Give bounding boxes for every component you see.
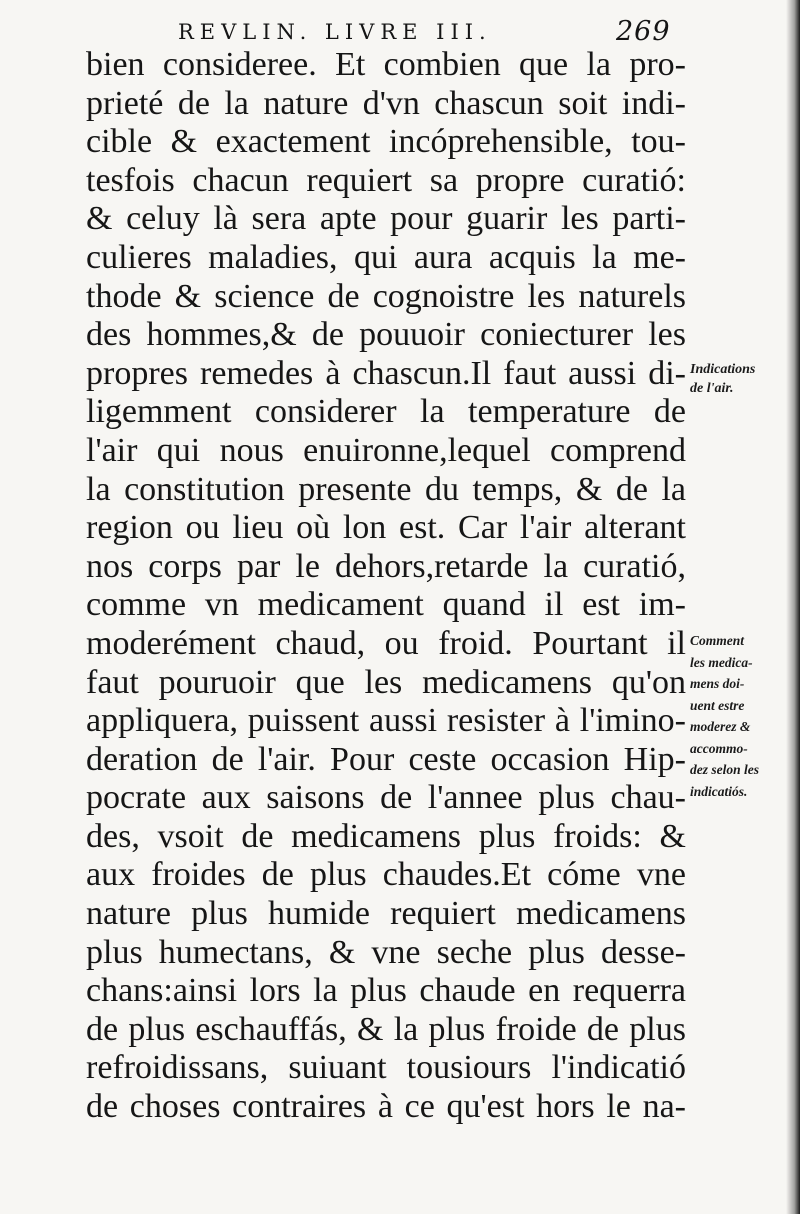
margin-note-line: Indications — [690, 362, 756, 377]
margin-note-indications — [690, 360, 755, 398]
text-line: thode & science de cognoistre les naturels — [86, 277, 686, 315]
text-line: refroidissans, suiuant tousiours l'indicatió — [86, 1049, 686, 1087]
text-line: bien consideree. Et combien que la pro- — [86, 46, 686, 83]
text-line: des hommes,& de pouuoir coniecturer les — [86, 316, 686, 354]
text-line: nos corps par le dehors,retarde la curatió, — [86, 547, 686, 585]
text-line: culieres maladies, qui aura acquis la me- — [86, 238, 686, 276]
text-line: & celuy là sera apte pour guarir les parti- — [86, 200, 686, 238]
text-line: des, vsoit de medicamens plus froids: & — [86, 817, 686, 855]
text-line: cible & exactement incóprehensible, tou- — [86, 123, 686, 161]
margin-note-line: les medica- — [690, 654, 753, 670]
text-line: l'air qui nous enuironne,lequel comprend — [86, 431, 686, 469]
text-line: prieté de la nature d'vn chascun soit indi- — [86, 84, 686, 122]
margin-note-line: accommo- — [690, 740, 748, 756]
page-edge-shadow — [786, 0, 800, 1214]
page-number: 269 — [616, 16, 671, 47]
text-line: tesfois chacun requiert sa propre curatió: — [86, 161, 686, 199]
text-line: nature plus humide requiert medicamens — [86, 895, 686, 933]
text-line: moderément chaud, ou froid. Pourtant il — [86, 624, 686, 662]
text-line: chans:ainsi lors la plus chaude en requerra — [86, 972, 686, 1010]
running-head: REVLIN. LIVRE III. — [178, 20, 492, 44]
text-line: propres remedes à chascun.Il faut aussi di- — [86, 354, 686, 392]
margin-note-line: de l'air. — [690, 381, 734, 396]
text-line: comme vn medicament quand il est im- — [86, 586, 686, 624]
text-line: ligemment considerer la temperature de — [86, 393, 686, 431]
page-header — [0, 14, 800, 50]
text-line: la constitution presente du temps, & de la — [86, 470, 686, 508]
text-line: plus humectans, & vne seche plus desse- — [86, 933, 686, 971]
margin-note-line: moderez & — [690, 719, 751, 734]
text-line: aux froides de plus chaudes.Et cóme vne — [86, 856, 686, 894]
text-line: appliquera, puissent aussi resister à l'imino- — [86, 702, 686, 740]
text-line: region ou lieu où lon est. Car l'air alterant — [86, 509, 686, 547]
text-line: faut pouruoir que les medicamens qu'on — [86, 663, 686, 701]
margin-note-line: indicatiós. — [690, 783, 748, 799]
margin-note-line: dez selon les — [690, 762, 759, 777]
text-line: de plus eschauffás, & la plus froide de plus — [86, 1010, 686, 1048]
body-text — [86, 46, 686, 1127]
text-line: deration de l'air. Pour ceste occasion Hip- — [86, 740, 686, 778]
margin-note-line: mens doi- — [690, 676, 745, 691]
margin-note-medicamens — [690, 630, 759, 802]
margin-note-line: Comment — [690, 633, 745, 648]
text-line: de choses contraires à ce qu'est hors le na- — [86, 1088, 686, 1126]
margin-note-line: uent estre — [690, 697, 745, 713]
text-line: pocrate aux saisons de l'annee plus chau- — [86, 779, 686, 817]
